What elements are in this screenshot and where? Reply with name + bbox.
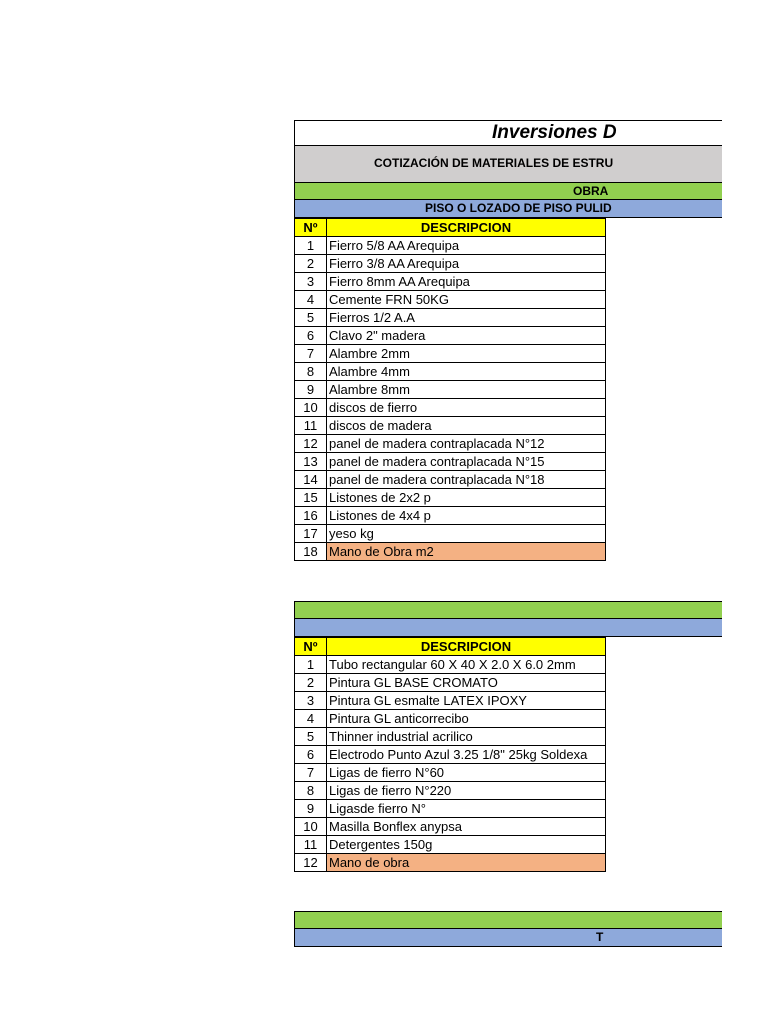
item-number-cell[interactable]: 10 xyxy=(295,399,327,417)
item-description-cell[interactable]: Clavo 2" madera xyxy=(327,327,606,345)
quotation-subtitle-row xyxy=(294,146,722,182)
section2-blue-bar xyxy=(294,619,722,637)
company-title: Inversiones D xyxy=(492,122,617,143)
item-description-cell[interactable]: Alambre 8mm xyxy=(327,381,606,399)
item-number-cell[interactable]: 10 xyxy=(295,818,327,836)
item-number-cell[interactable]: 6 xyxy=(295,327,327,345)
table-row xyxy=(295,692,606,710)
table-row xyxy=(295,764,606,782)
item-number-cell[interactable]: 17 xyxy=(295,525,327,543)
item-description-cell[interactable]: Pintura GL esmalte LATEX IPOXY xyxy=(327,692,606,710)
item-number-cell[interactable]: 1 xyxy=(295,237,327,255)
item-number-cell[interactable]: 1 xyxy=(295,656,327,674)
table-row xyxy=(295,836,606,854)
item-number-cell[interactable]: 2 xyxy=(295,255,327,273)
table-row xyxy=(295,417,606,435)
item-description-cell[interactable]: yeso kg xyxy=(327,525,606,543)
item-description-cell[interactable]: Mano de Obra m2 xyxy=(327,543,606,561)
table-row xyxy=(295,273,606,291)
item-number-cell[interactable]: 5 xyxy=(295,309,327,327)
item-number-cell[interactable]: 14 xyxy=(295,471,327,489)
item-number-cell[interactable]: 9 xyxy=(295,800,327,818)
table-row xyxy=(295,399,606,417)
table-row xyxy=(295,345,606,363)
table-row xyxy=(295,543,606,561)
item-number-cell[interactable]: 3 xyxy=(295,692,327,710)
table-header-row xyxy=(295,219,606,237)
section3-blue-label: T xyxy=(596,930,604,944)
item-description-cell[interactable]: Listones de 2x2 p xyxy=(327,489,606,507)
item-description-cell[interactable]: Electrodo Punto Azul 3.25 1/8" 25kg Soldexa xyxy=(327,746,606,764)
item-number-cell[interactable]: 8 xyxy=(295,363,327,381)
item-number-cell[interactable]: 5 xyxy=(295,728,327,746)
item-number-cell[interactable]: 12 xyxy=(295,854,327,872)
item-description-cell[interactable]: Listones de 4x4 p xyxy=(327,507,606,525)
column-header-number: Nº xyxy=(295,638,327,656)
table-row xyxy=(295,782,606,800)
column-header-number: Nº xyxy=(295,219,327,237)
table-row xyxy=(295,746,606,764)
table-row xyxy=(295,674,606,692)
section1-category-label: PISO O LOZADO DE PISO PULID xyxy=(425,201,612,215)
item-description-cell[interactable]: Masilla Bonflex anypsa xyxy=(327,818,606,836)
quotation-subtitle: COTIZACIÓN DE MATERIALES DE ESTRU xyxy=(374,156,614,170)
item-description-cell[interactable]: discos de madera xyxy=(327,417,606,435)
item-description-cell[interactable]: panel de madera contraplacada N°12 xyxy=(327,435,606,453)
column-header-description: DESCRIPCION xyxy=(327,219,606,237)
item-description-cell[interactable]: Pintura GL BASE CROMATO xyxy=(327,674,606,692)
table-row xyxy=(295,854,606,872)
table-row xyxy=(295,818,606,836)
item-description-cell[interactable]: Detergentes 150g xyxy=(327,836,606,854)
item-description-cell[interactable]: Mano de obra xyxy=(327,854,606,872)
item-number-cell[interactable]: 18 xyxy=(295,543,327,561)
table-row xyxy=(295,471,606,489)
item-number-cell[interactable]: 16 xyxy=(295,507,327,525)
table-row xyxy=(295,237,606,255)
item-description-cell[interactable]: Ligasde fierro N° xyxy=(327,800,606,818)
section3-blue-bar xyxy=(294,929,722,947)
table-row xyxy=(295,435,606,453)
item-description-cell[interactable]: Alambre 2mm xyxy=(327,345,606,363)
section1-category-bar xyxy=(294,200,722,218)
table-row xyxy=(295,327,606,345)
section1-obra-label: OBRA xyxy=(573,184,609,198)
item-description-cell[interactable]: panel de madera contraplacada N°18 xyxy=(327,471,606,489)
item-number-cell[interactable]: 4 xyxy=(295,710,327,728)
item-description-cell[interactable]: Fierro 5/8 AA Arequipa xyxy=(327,237,606,255)
section2-green-bar xyxy=(294,601,722,619)
item-number-cell[interactable]: 8 xyxy=(295,782,327,800)
table-row xyxy=(295,728,606,746)
table-row xyxy=(295,525,606,543)
item-number-cell[interactable]: 6 xyxy=(295,746,327,764)
item-description-cell[interactable]: Tubo rectangular 60 X 40 X 2.0 X 6.0 2mm xyxy=(327,656,606,674)
item-number-cell[interactable]: 11 xyxy=(295,836,327,854)
item-description-cell[interactable]: Pintura GL anticorrecibo xyxy=(327,710,606,728)
item-number-cell[interactable]: 2 xyxy=(295,674,327,692)
item-number-cell[interactable]: 7 xyxy=(295,764,327,782)
item-description-cell[interactable]: Ligas de fierro N°60 xyxy=(327,764,606,782)
table-row xyxy=(295,489,606,507)
item-number-cell[interactable]: 7 xyxy=(295,345,327,363)
section1-obra-bar xyxy=(294,182,722,200)
item-description-cell[interactable]: Ligas de fierro N°220 xyxy=(327,782,606,800)
table-row xyxy=(295,710,606,728)
item-number-cell[interactable]: 4 xyxy=(295,291,327,309)
company-title-row xyxy=(294,120,722,146)
section3-green-bar xyxy=(294,911,722,929)
table-header-row xyxy=(295,638,606,656)
table-row xyxy=(295,255,606,273)
table-row xyxy=(295,800,606,818)
item-description-cell[interactable]: Fierro 8mm AA Arequipa xyxy=(327,273,606,291)
item-number-cell[interactable]: 13 xyxy=(295,453,327,471)
table-row xyxy=(295,656,606,674)
item-description-cell[interactable]: Alambre 4mm xyxy=(327,363,606,381)
item-description-cell[interactable]: Fierros 1/2 A.A xyxy=(327,309,606,327)
item-number-cell[interactable]: 11 xyxy=(295,417,327,435)
item-description-cell[interactable]: Cemente FRN 50KG xyxy=(327,291,606,309)
item-number-cell[interactable]: 9 xyxy=(295,381,327,399)
column-header-description: DESCRIPCION xyxy=(327,638,606,656)
spreadsheet xyxy=(294,120,722,950)
item-number-cell[interactable]: 12 xyxy=(295,435,327,453)
item-number-cell[interactable]: 3 xyxy=(295,273,327,291)
table-row xyxy=(295,453,606,471)
table-row xyxy=(295,363,606,381)
item-description-cell[interactable]: discos de fierro xyxy=(327,399,606,417)
item-description-cell[interactable]: Fierro 3/8 AA Arequipa xyxy=(327,255,606,273)
item-number-cell[interactable]: 15 xyxy=(295,489,327,507)
table-row xyxy=(295,381,606,399)
item-description-cell[interactable]: panel de madera contraplacada N°15 xyxy=(327,453,606,471)
section2-materials-table xyxy=(294,637,606,872)
section1-materials-table xyxy=(294,218,606,561)
table-row xyxy=(295,291,606,309)
table-row xyxy=(295,507,606,525)
table-row xyxy=(295,309,606,327)
item-description-cell[interactable]: Thinner industrial acrilico xyxy=(327,728,606,746)
